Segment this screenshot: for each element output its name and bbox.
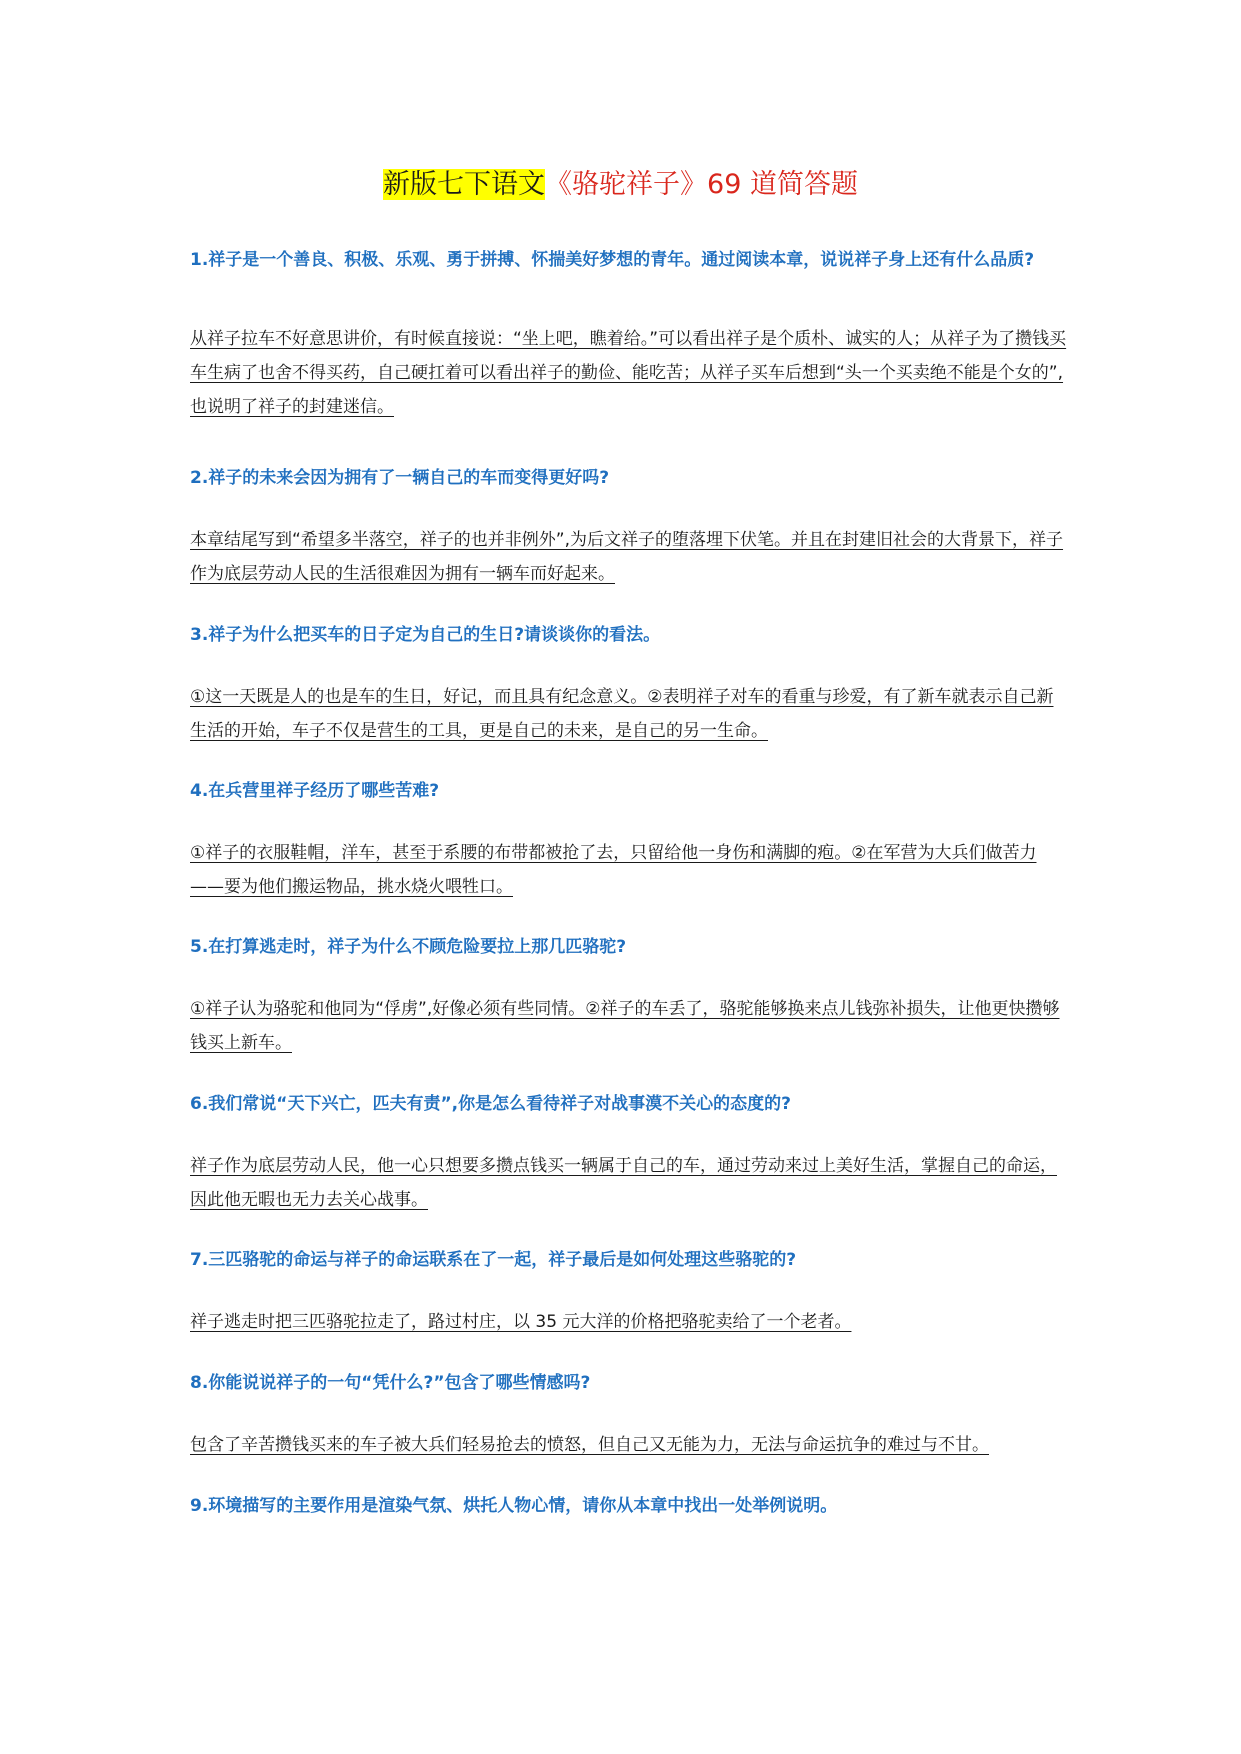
question: 4.在兵营里祥子经历了哪些苦难? (190, 781, 440, 801)
answer (190, 1428, 1070, 1462)
qa-item-4 (190, 776, 1070, 904)
question: 9.环境描写的主要作用是渲染气氛、烘托人物心情，请你从本章中找出一处举例说明。 (190, 1496, 838, 1516)
question: 6.我们常说“天下兴亡，匹夫有责”,你是怎么看待祥子对战事漠不关心的态度的? (190, 1094, 791, 1114)
qa-item-8 (190, 1368, 1070, 1462)
page-title (0, 166, 1241, 204)
title-rest: 《骆驼祥子》69 道简答题 (545, 169, 858, 200)
title-highlighted: 新版七下语文 (383, 169, 546, 200)
answer (190, 1149, 1070, 1217)
qa-item-5 (190, 932, 1070, 1060)
answer-text: 从祥子拉车不好意思讲价，有时候直接说：“坐上吧，瞧着给。”可以看出祥子是个质朴、诚实的人；从祥子为了攒钱买车生病了也舍不得买药，自己硬扛着可以看出祥子的勤俭、能吃苦；从祥子买车后想到“头一个买卖绝不能是个女的”,也说明了祥子的封建迷信。 (190, 329, 1067, 417)
answer-text: ①祥子认为骆驼和他同为“俘虏”,好像必须有些同情。②祥子的车丢了，骆驼能够换来点儿钱弥补损失，让他更快攒够钱买上新车。 (190, 999, 1060, 1053)
answer (190, 523, 1070, 591)
answer-text: 本章结尾写到“希望多半落空，祥子的也并非例外”,为后文祥子的堕落埋下伏笔。并且在封建旧社会的大背景下，祥子作为底层劳动人民的生活很难因为拥有一辆车而好起来。 (190, 530, 1064, 584)
question: 3.祥子为什么把买车的日子定为自己的生日?请谈谈你的看法。 (190, 625, 661, 645)
answer (190, 836, 1070, 904)
answer-text: 包含了辛苦攒钱买来的车子被大兵们轻易抢去的愤怒，但自己又无能为力，无法与命运抗争的难过与不甘。 (190, 1435, 989, 1455)
qa-item-9 (190, 1491, 1070, 1522)
question: 8.你能说说祥子的一句“凭什么?”包含了哪些情感吗? (190, 1373, 591, 1393)
answer-text: ①这一天既是人的也是车的生日，好记，而且具有纪念意义。②表明祥子对车的看重与珍爱，有了新车就表示自己新生活的开始，车子不仅是营生的工具，更是自己的未来，是自己的另一生命。 (190, 687, 1054, 741)
qa-item-1 (190, 245, 1070, 424)
question: 1.祥子是一个善良、积极、乐观、勇于拼搏、怀揣美好梦想的青年。通过阅读本章，说说祥子身上还有什么品质? (190, 250, 1035, 270)
qa-item-6 (190, 1089, 1070, 1217)
qa-item-2 (190, 463, 1070, 591)
answer-text: ①祥子的衣服鞋帽，洋车，甚至于系腰的布带都被抢了去，只留给他一身伤和满脚的疱。②在军营为大兵们做苦力——要为他们搬运物品，挑水烧火喂牲口。 (190, 843, 1037, 897)
question: 7.三匹骆驼的命运与祥子的命运联系在了一起，祥子最后是如何处理这些骆驼的? (190, 1250, 797, 1270)
qa-item-7 (190, 1245, 1070, 1339)
answer (190, 680, 1070, 748)
answer-text: 祥子作为底层劳动人民，他一心只想要多攒点钱买一辆属于自己的车，通过劳动来过上美好生活，掌握自己的命运，因此他无暇也无力去关心战事。 (190, 1156, 1057, 1210)
question: 2.祥子的未来会因为拥有了一辆自己的车而变得更好吗? (190, 468, 610, 488)
qa-item-3 (190, 620, 1070, 748)
answer (190, 1305, 1070, 1339)
answer (190, 992, 1070, 1060)
answer (190, 322, 1070, 424)
question: 5.在打算逃走时，祥子为什么不顾危险要拉上那几匹骆驼? (190, 937, 627, 957)
answer-text: 祥子逃走时把三匹骆驼拉走了，路过村庄，以 35 元大洋的价格把骆驼卖给了一个老者。 (190, 1312, 852, 1332)
